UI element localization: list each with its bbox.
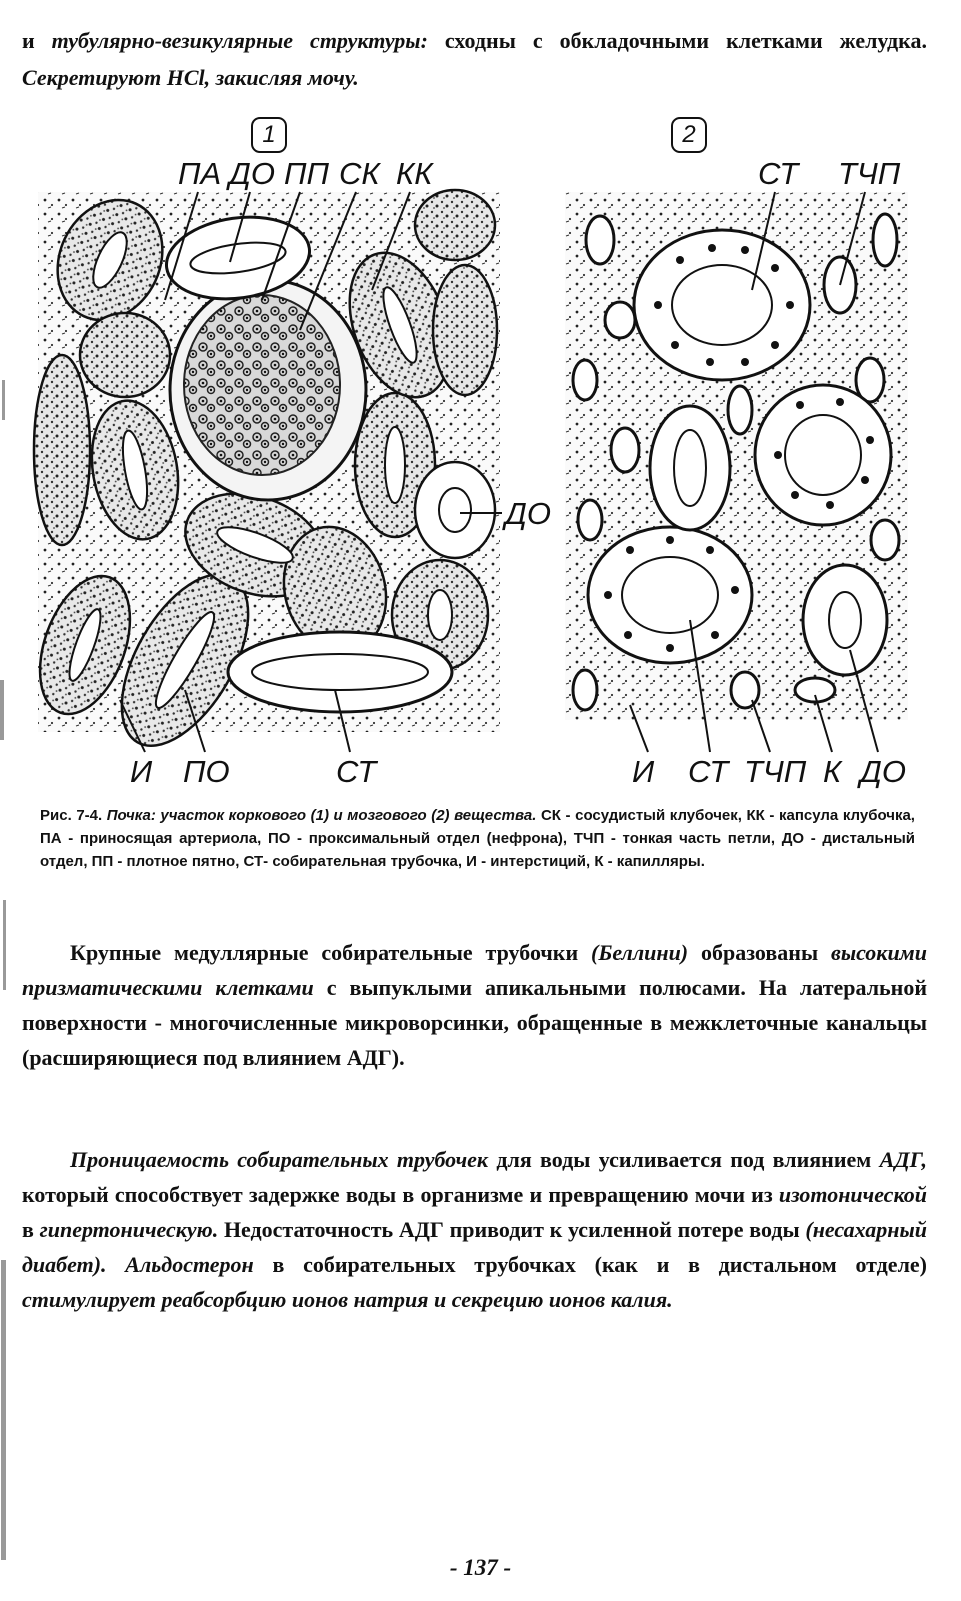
para2-isotonic: изотонической (778, 1182, 927, 1207)
page-edge-shadow (0, 380, 14, 1601)
page-number: - 137 - (449, 1555, 512, 1580)
intro-sentence: сходны с обкладочными клетками желудка. (444, 28, 928, 53)
label-st-2: СТ (688, 754, 729, 789)
label-k: К (823, 754, 842, 789)
label-pp: ПП (284, 156, 329, 191)
label-pa: ПА (178, 156, 222, 191)
intro-secretion: Секретируют HCl, закисляя мочу. (22, 65, 359, 90)
cortex-panel (23, 183, 502, 767)
panel-2-number: 2 (671, 117, 707, 153)
label-i-1: И (130, 754, 153, 789)
caption-figure-number: Рис. 7-4. (40, 807, 103, 824)
para1-bellini: (Беллини) (591, 940, 689, 965)
label-do-2: ДО (860, 754, 906, 789)
kidney-histology-figure (0, 0, 961, 800)
label-do-side: ДО (505, 496, 551, 531)
label-tchp-top: ТЧП (838, 156, 901, 191)
para2-hypertonic: гипертоническую. (39, 1217, 219, 1242)
intro-word: и (22, 28, 35, 53)
para1-text: с выпуклыми апикальными полюсами. На латеральной поверхности - многочисленные микроворсинки, обращенные в межклеточные канальцы (расширяющиеся под влиянием АДГ). (22, 975, 928, 1070)
paragraph-permeability (22, 1142, 927, 1317)
caption-title: Почка: участок коркового (1) и мозгового (2) вещества. (106, 807, 537, 824)
para2-term: Проницаемость собирательных трубочек (70, 1147, 489, 1172)
para1-text: Крупные медуллярные собирательные трубочки (70, 940, 579, 965)
para2-diabetes: (несахарный диабет). (22, 1217, 928, 1277)
caption-body: СК - сосудистый клубочек, КК - капсула клубочка, ПА - приносящая артериола, ПО - проксимальный отдел (нефрона), ТЧП - тонкая часть петли, ДО - дистальный отдел, ПП - плотное пятно, СТ- собирательная трубочка, И - интерстиций, К - капилляры. (40, 807, 915, 870)
intro-term: тубулярно-везикулярные структуры: (51, 28, 428, 53)
label-st-1: СТ (336, 754, 377, 789)
para2-text: Недостаточность АДГ приводит к усиленной потере воды (223, 1217, 800, 1242)
para2-text: в собирательных трубочках (как и в дистальном отделе) (272, 1252, 927, 1277)
para2-stimulates: стимулирует реабсорбцию ионов натрия и секрецию ионов калия. (22, 1287, 673, 1312)
panel-1-number: 1 (251, 117, 287, 153)
para1-cells: высокими призматическими клетками (22, 940, 927, 1000)
para2-text: для воды усиливается под влиянием (496, 1147, 872, 1172)
label-i-2: И (632, 754, 655, 789)
label-st-top: СТ (758, 156, 799, 191)
para2-aldosterone: Альдостерон (125, 1252, 254, 1277)
label-po: ПО (183, 754, 230, 789)
para2-text: в (22, 1217, 34, 1242)
para2-adh: АДГ, (879, 1147, 928, 1172)
paragraph-bellini (22, 935, 927, 1075)
label-do-top: ДО (229, 156, 275, 191)
para1-text: образованы (700, 940, 819, 965)
label-kk: КК (396, 156, 433, 191)
label-tchp-2: ТЧП (744, 754, 807, 789)
label-sk: СК (339, 156, 380, 191)
figure-caption (40, 804, 915, 873)
medulla-panel (565, 192, 908, 752)
para2-text: который способствует задержке воды в организме и превращению мочи из (22, 1182, 773, 1207)
